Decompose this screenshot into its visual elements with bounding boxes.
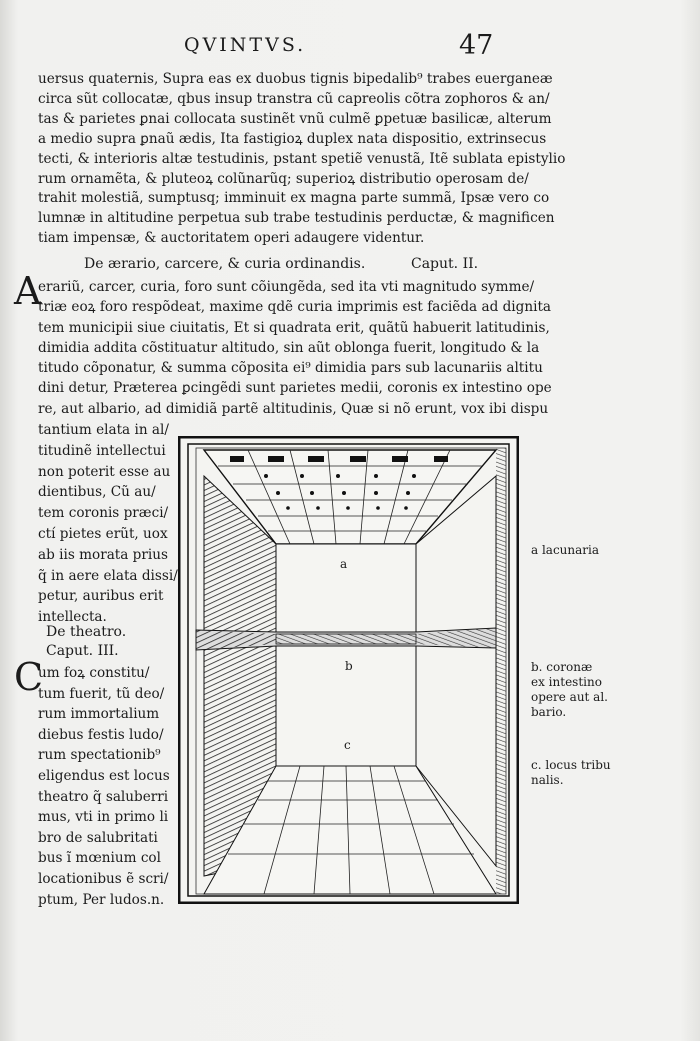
text-line: triæ eoꝝ foro respõdeat, maxime qdẽ curia imprimis est faciẽda ad dignita bbox=[38, 299, 552, 316]
margin-label-a bbox=[531, 543, 599, 558]
chapter-3-caput: Caput. III. bbox=[46, 643, 119, 659]
text-line: tum fuerit, tũ deo/ bbox=[38, 685, 165, 702]
text-line: tantium elata in al/ bbox=[38, 422, 169, 438]
text-line: bus ĩ mœnium col bbox=[38, 850, 161, 867]
drop-initial-c: C bbox=[14, 655, 44, 699]
text-line: dini detur, Præterea ꝑcingẽdi sunt parietes medii, coronis ex intestino ope bbox=[38, 380, 552, 397]
label-line: c. locus tribu bbox=[531, 758, 611, 772]
figure-letter-a: a bbox=[340, 557, 348, 571]
running-header: QVINTVS. bbox=[184, 34, 307, 56]
chapter-2-heading: De ærario, carcere, & curia ordinandis. bbox=[84, 256, 366, 272]
text-line: re, aut albario, ad dimidiã partẽ altitudinis, Quæ si nõ erunt, vox ibi dispu bbox=[38, 400, 549, 417]
chapter-2-narrow-column bbox=[38, 420, 178, 628]
opening-paragraph bbox=[38, 70, 566, 249]
chapter-2-caput: Caput. II. bbox=[411, 256, 479, 272]
text-line: diebus festis ludo/ bbox=[38, 726, 164, 743]
text-line: titudo cõponatur, & summa cõposita ei⁹ dimidia pars sub lacunariis altitu bbox=[38, 360, 543, 377]
label-line: bario. bbox=[531, 705, 567, 719]
text-line: locationibus ẽ scri/ bbox=[38, 870, 169, 887]
text-line: mus, vti in primo li bbox=[38, 809, 169, 826]
text-line: non poterit esse au bbox=[38, 463, 171, 480]
figure-letter-c: c bbox=[344, 738, 351, 752]
text-line: petur, auribus erit bbox=[38, 588, 164, 605]
text-line: ab iis morata prius bbox=[38, 546, 168, 563]
text-line: dimidia addita cõstituatur altitudo, sin aũt oblonga fuerit, longitudo & la bbox=[38, 339, 540, 356]
label-line: nalis. bbox=[531, 773, 564, 787]
text-line: erariũ, carcer, curia, foro sunt cõiungẽda, sed ita vti magnitudo symme/ bbox=[38, 279, 535, 295]
text-line: circa sũt collocatæ, qbus insup transtra cũ capreolis cõtra zophoros & an/ bbox=[38, 90, 550, 107]
text-line: theatro q̃ saluberri bbox=[38, 788, 169, 805]
text-line: titudinẽ intellectui bbox=[38, 442, 166, 459]
drop-initial-a: A bbox=[14, 269, 42, 313]
text-line: dientibus, Cũ au/ bbox=[38, 484, 156, 501]
text-line: tiam impensæ, & auctoritatem operi adaugere videntur. bbox=[38, 230, 425, 247]
text-line: trahit molestiã, sumptusq; imminuit ex magna parte summã, Ipsæ vero co bbox=[38, 190, 550, 207]
figure-letter-b: b bbox=[345, 659, 353, 673]
margin-label-b bbox=[531, 660, 608, 720]
page-number: 47 bbox=[459, 30, 494, 61]
text-line: um foꝝ constitu/ bbox=[38, 665, 150, 681]
chapter-3-paragraph bbox=[38, 663, 178, 910]
text-line: tecti, & interioris altæ testudinis, pstant spetiẽ venustã, Itẽ sublata epistylio bbox=[38, 150, 566, 167]
text-line: intellecta. bbox=[38, 609, 107, 626]
label-line: a lacunaria bbox=[531, 543, 600, 557]
text-line: uersus quaternis, Supra eas ex duobus tignis bipedalib⁹ trabes euerganeæ bbox=[38, 71, 553, 87]
label-line: ex intestino bbox=[531, 675, 602, 689]
text-line: rum ornamẽta, & pluteoꝝ colũnarũq; superioꝝ distributio operosam de/ bbox=[38, 170, 529, 187]
text-line: tas & parietes ꝑnai collocata sustinẽt vnũ culmẽ ꝑpetuæ basilicæ, alterum bbox=[38, 110, 552, 127]
margin-label-c bbox=[531, 758, 611, 788]
chapter-2-paragraph bbox=[38, 277, 552, 419]
chapter-3-heading: De theatro. bbox=[46, 624, 127, 640]
text-line: tem municipii siue ciuitatis, Et si quadrata erit, quãtũ habuerit latitudinis, bbox=[38, 319, 550, 336]
text-line: eligendus est locus bbox=[38, 767, 170, 784]
text-line: q̃ in aere elata dissi/ bbox=[38, 567, 178, 584]
text-line: ctí pietes erũt, uox bbox=[38, 525, 168, 542]
label-line: b. coronæ bbox=[531, 660, 593, 674]
text-line: bro de salubritati bbox=[38, 829, 158, 846]
text-line: a medio supra ꝑnaũ ædis, Ita fastigioꝝ duplex nata dispositio, extrinsecus bbox=[38, 130, 547, 147]
label-line: opere aut al. bbox=[531, 690, 608, 704]
text-line: ptum, Per ludos.n. bbox=[38, 891, 165, 908]
text-line: lumnæ in altitudine perpetua sub trabe testudinis perductæ, & magnificen bbox=[38, 210, 555, 227]
text-line: rum spectationib⁹ bbox=[38, 747, 161, 764]
text-line: rum immortalium bbox=[38, 706, 160, 723]
text-line: tem coronis præci/ bbox=[38, 505, 169, 522]
